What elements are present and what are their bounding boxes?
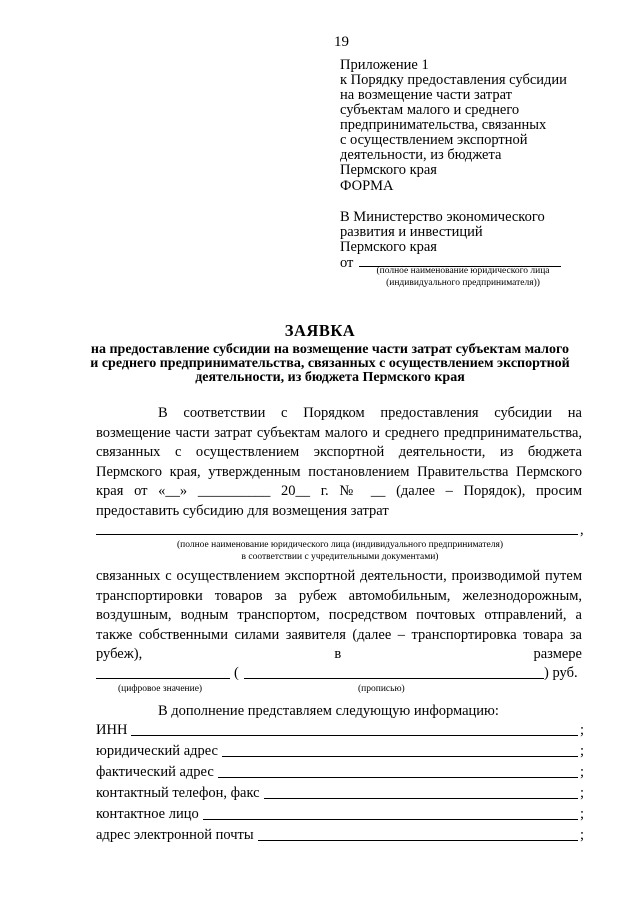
document-subtitle: на предоставление субсидии на возмещение части затрат субъектам малого и среднего предпринимательства, связанных с осуществлением экспортной деятельности, из бюджета Пермского края [90,342,570,385]
caption-line: (полное наименование юридического лица (индивидуального предпринимателя) [176,540,504,550]
field-label: ИНН [96,722,128,738]
amount-row [96,665,582,685]
phone-fax-field[interactable] [96,782,584,802]
email-input-line[interactable] [258,826,578,841]
appendix-line: Пермского края [340,162,437,178]
field-label: контактное лицо [96,806,199,822]
caption-line: в соответствии с учредительными документами) [241,552,439,562]
contact-person-input-line[interactable] [203,805,578,820]
appendix-line: на возмещение части затрат [340,87,512,103]
appendix-block [340,58,567,178]
email-field[interactable] [96,824,584,844]
amount-digits-line[interactable] [96,678,230,679]
field-label: адрес электронной почты [96,827,254,843]
field-label: контактный телефон, факс [96,785,260,801]
addressee-block [340,210,545,255]
appendix-line: субъектам малого и среднего [340,102,520,118]
contact-person-field[interactable] [96,803,584,823]
caption-line: (полное наименование юридического лица [376,266,550,276]
appendix-line: к Порядку предоставления субсидии [340,72,567,88]
info-intro: В дополнение представляем следующую информацию: [158,703,499,719]
appendix-line: предпринимательства, связанных [340,117,547,133]
amount-open-paren: ( [234,665,239,681]
field-end: ; [579,785,584,801]
field-end: ; [579,827,584,843]
amount-words-line[interactable] [244,678,544,679]
phone-fax-input-line[interactable] [264,784,578,799]
paragraph-intro-text: В соответствии с Порядком предоставления субсидии на возмещение части затрат субъектам малого и среднего предпринимательства, связанных с осуществлением экспортной деятельности, из бюджета Пермского края, утвержденным постановлением Правительства Пермского края от «__» __________ 20__ г. № __ (далее – Порядок), просим [96,405,582,499]
amount-currency: ) руб. [544,665,578,681]
entity-caption [100,539,580,563]
entity-name-line[interactable] [96,534,578,535]
field-end: ; [579,806,584,822]
inn-field[interactable] [96,719,584,739]
field-label: юридический адрес [96,743,218,759]
addressee-line: развития и инвестиций [340,224,483,240]
paragraph-intro-last: предоставить субсидию для возмещения затрат [96,502,389,519]
page-number: 19 [334,34,349,50]
form-label: ФОРМА [340,178,394,194]
field-end: ; [579,743,584,759]
from-label: от [340,255,354,271]
paragraph-transport: связанных с осуществлением экспортной деятельности, производимой путем транспортировки товаров за рубеж автомобильным, железнодорожным, воздушным, водным транспортом, посредством почтовых отправлений, а также собственными силами заявителя (далее – транспортировка товара за рубеж), в размере [96,568,582,662]
field-label: фактический адрес [96,764,214,780]
caption-line: (индивидуального предпринимателя)) [386,278,540,288]
actual-address-input-line[interactable] [218,763,578,778]
legal-address-field[interactable] [96,740,584,760]
paragraph-intro [96,404,582,521]
words-caption: (прописью) [358,684,405,694]
document-title: ЗАЯВКА [284,321,356,340]
entity-line-comma: , [580,522,584,538]
appendix-line: с осуществлением экспортной [340,132,528,148]
inn-input-line[interactable] [131,721,578,736]
digit-caption: (цифровое значение) [118,684,203,694]
addressee-line: Пермского края [340,239,437,255]
addressee-line: В Министерство экономического [340,209,545,225]
appendix-line: деятельности, из бюджета [340,147,502,163]
from-caption [358,265,568,289]
legal-address-input-line[interactable] [222,742,578,757]
field-end: ; [579,722,584,738]
field-end: ; [579,764,584,780]
appendix-line: Приложение 1 [340,57,429,73]
actual-address-field[interactable] [96,761,584,781]
